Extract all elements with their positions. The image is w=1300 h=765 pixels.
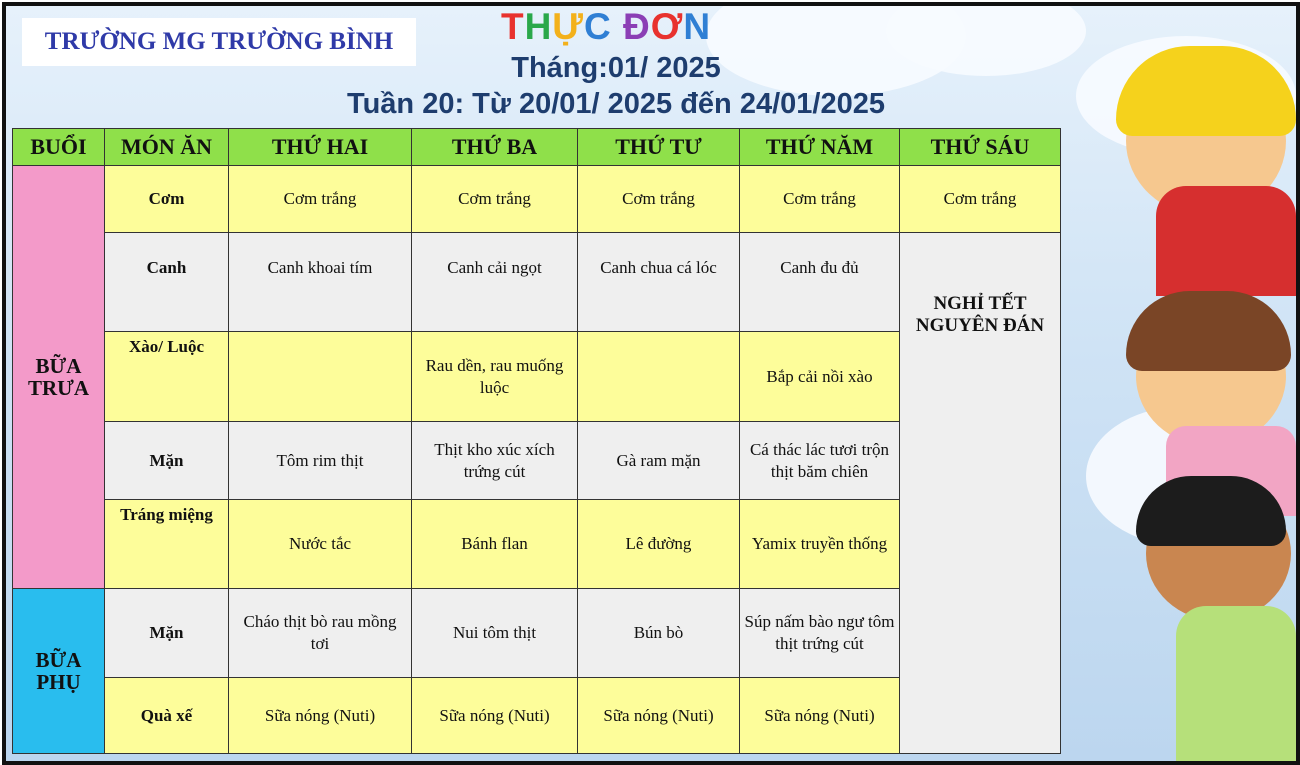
child-shirt-illustration <box>1156 186 1296 296</box>
table-row <box>13 166 1061 233</box>
menu-cell: Sữa nóng (Nuti) <box>229 678 412 754</box>
menu-cell: Nước tắc <box>229 500 412 589</box>
menu-cell: Cá thác lác tươi trộn thịt băm chiên <box>740 422 900 500</box>
dish-label: Canh <box>105 233 229 332</box>
dish-label: Tráng miệng <box>105 500 229 589</box>
menu-cell: Rau dền, rau muống luộc <box>412 332 578 422</box>
header-friday: THỨ SÁU <box>900 129 1061 166</box>
menu-cell: Cháo thịt bò rau mồng tơi <box>229 589 412 678</box>
session-snack: BỮA PHỤ <box>13 589 105 754</box>
menu-cell: Bánh flan <box>412 500 578 589</box>
header-monday: THỨ HAI <box>229 129 412 166</box>
month-label: Tháng:01/ 2025 <box>511 52 721 84</box>
school-name: TRƯỜNG MG TRƯỜNG BÌNH <box>22 18 416 66</box>
menu-cell: Cơm trắng <box>900 166 1061 233</box>
dish-label: Cơm <box>105 166 229 233</box>
menu-cell: Sữa nóng (Nuti) <box>740 678 900 754</box>
menu-cell: Súp nấm bào ngư tôm thịt trứng cút <box>740 589 900 678</box>
menu-cell: Bún bò <box>578 589 740 678</box>
menu-cell: Cơm trắng <box>412 166 578 233</box>
dish-label: Mặn <box>105 422 229 500</box>
dish-label: Xào/ Luộc <box>105 332 229 422</box>
menu-cell: Bắp cải nồi xào <box>740 332 900 422</box>
header-thursday: THỨ NĂM <box>740 129 900 166</box>
header-session: BUỔI <box>13 129 105 166</box>
menu-cell: Lê đường <box>578 500 740 589</box>
menu-cell: Sữa nóng (Nuti) <box>412 678 578 754</box>
friday-holiday-note: NGHỈ TẾT NGUYÊN ĐÁN <box>900 233 1061 754</box>
menu-table <box>12 128 1061 754</box>
menu-cell: Gà ram mặn <box>578 422 740 500</box>
menu-cell: Thịt kho xúc xích trứng cút <box>412 422 578 500</box>
menu-cell: Tôm rim thịt <box>229 422 412 500</box>
header-wednesday: THỨ TƯ <box>578 129 740 166</box>
menu-cell <box>229 332 412 422</box>
week-label: Tuần 20: Từ 20/01/ 2025 đến 24/01/2025 <box>347 88 885 120</box>
session-lunch: BỮA TRƯA <box>13 166 105 589</box>
menu-cell: Cơm trắng <box>578 166 740 233</box>
menu-title: THỰC ĐƠN <box>500 6 712 47</box>
menu-cell: Canh khoai tím <box>229 233 412 332</box>
dish-label: Mặn <box>105 589 229 678</box>
menu-cell: Sữa nóng (Nuti) <box>578 678 740 754</box>
header-tuesday: THỨ BA <box>412 129 578 166</box>
child-hair-illustration <box>1126 291 1291 371</box>
header-row <box>13 129 1061 166</box>
menu-cell: Cơm trắng <box>229 166 412 233</box>
table-row <box>13 233 1061 332</box>
menu-cell: Cơm trắng <box>740 166 900 233</box>
menu-board <box>2 2 1300 765</box>
menu-cell: Canh chua cá lóc <box>578 233 740 332</box>
menu-cell: Canh đu đủ <box>740 233 900 332</box>
menu-cell: Canh cải ngọt <box>412 233 578 332</box>
child-shirt-illustration <box>1176 606 1296 761</box>
menu-cell <box>578 332 740 422</box>
header-dish: MÓN ĂN <box>105 129 229 166</box>
menu-cell: Yamix truyền thống <box>740 500 900 589</box>
menu-cell: Nui tôm thịt <box>412 589 578 678</box>
child-hair-illustration <box>1136 476 1286 546</box>
dish-label: Quà xế <box>105 678 229 754</box>
